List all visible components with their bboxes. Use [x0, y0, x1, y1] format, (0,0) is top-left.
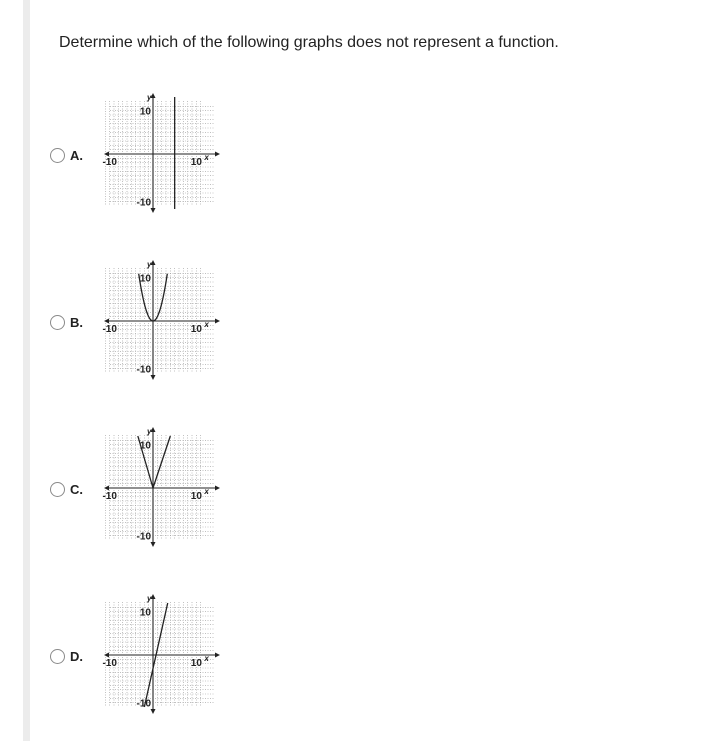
y-axis-name: y	[147, 93, 152, 102]
x-axis-arrow-right	[215, 319, 220, 324]
question-prompt: Determine which of the following graphs does not represent a function.	[59, 34, 559, 51]
x-tick-left-label: -10	[102, 324, 117, 335]
x-axis-arrow-right	[215, 152, 220, 157]
x-tick-left-label: -10	[102, 157, 117, 168]
x-tick-left-label: -10	[102, 658, 117, 669]
radio-button-d[interactable]	[50, 649, 65, 664]
x-axis-arrow-left	[104, 653, 109, 658]
radio-button-c[interactable]	[50, 482, 65, 497]
x-axis-name: x	[204, 320, 209, 329]
x-axis-arrow-left	[104, 486, 109, 491]
y-axis-arrow-down	[151, 709, 156, 714]
y-tick-bottom-label: -10	[136, 698, 151, 710]
y-tick-bottom-label: -10	[136, 531, 151, 543]
y-axis-arrow-down	[151, 375, 156, 380]
x-axis-arrow-right	[215, 653, 220, 658]
y-tick-bottom-label: -10	[136, 197, 151, 209]
y-tick-top-label: 10	[139, 607, 151, 619]
x-tick-right-label: 10	[190, 658, 202, 669]
option-c[interactable]	[50, 421, 230, 561]
radio-button-b[interactable]	[50, 315, 65, 330]
y-axis-name: y	[147, 594, 152, 603]
option-b[interactable]	[50, 254, 230, 394]
x-tick-right-label: 10	[190, 491, 202, 502]
y-tick-bottom-label: -10	[136, 364, 151, 376]
graph-a	[98, 87, 228, 217]
x-tick-right-label: 10	[190, 324, 202, 335]
x-axis-arrow-left	[104, 152, 109, 157]
x-axis-name: x	[204, 153, 209, 162]
option-label-a: A.	[70, 148, 83, 163]
y-axis-arrow-down	[151, 208, 156, 213]
graph-b	[98, 254, 228, 384]
x-axis-arrow-right	[215, 486, 220, 491]
option-label-c: C.	[70, 482, 83, 497]
x-axis-name: x	[204, 654, 209, 663]
grid	[105, 268, 214, 372]
option-label-b: B.	[70, 315, 83, 330]
grid	[105, 435, 214, 539]
y-tick-top-label: 10	[139, 106, 151, 118]
y-tick-top-label: 10	[139, 440, 151, 452]
x-tick-left-label: -10	[102, 491, 117, 502]
option-label-d: D.	[70, 649, 83, 664]
x-tick-right-label: 10	[190, 157, 202, 168]
y-axis-name: y	[147, 427, 152, 436]
option-d[interactable]	[50, 588, 230, 728]
y-axis-arrow-down	[151, 542, 156, 547]
radio-button-a[interactable]	[50, 148, 65, 163]
graph-d	[98, 588, 228, 718]
graph-c	[98, 421, 228, 551]
x-axis-name: x	[204, 487, 209, 496]
left-rail	[23, 0, 30, 741]
grid	[105, 101, 214, 205]
x-axis-arrow-left	[104, 319, 109, 324]
y-axis-name: y	[147, 260, 152, 269]
option-a[interactable]	[50, 87, 230, 227]
y-tick-top-label: 10	[139, 273, 151, 285]
grid	[105, 602, 214, 706]
